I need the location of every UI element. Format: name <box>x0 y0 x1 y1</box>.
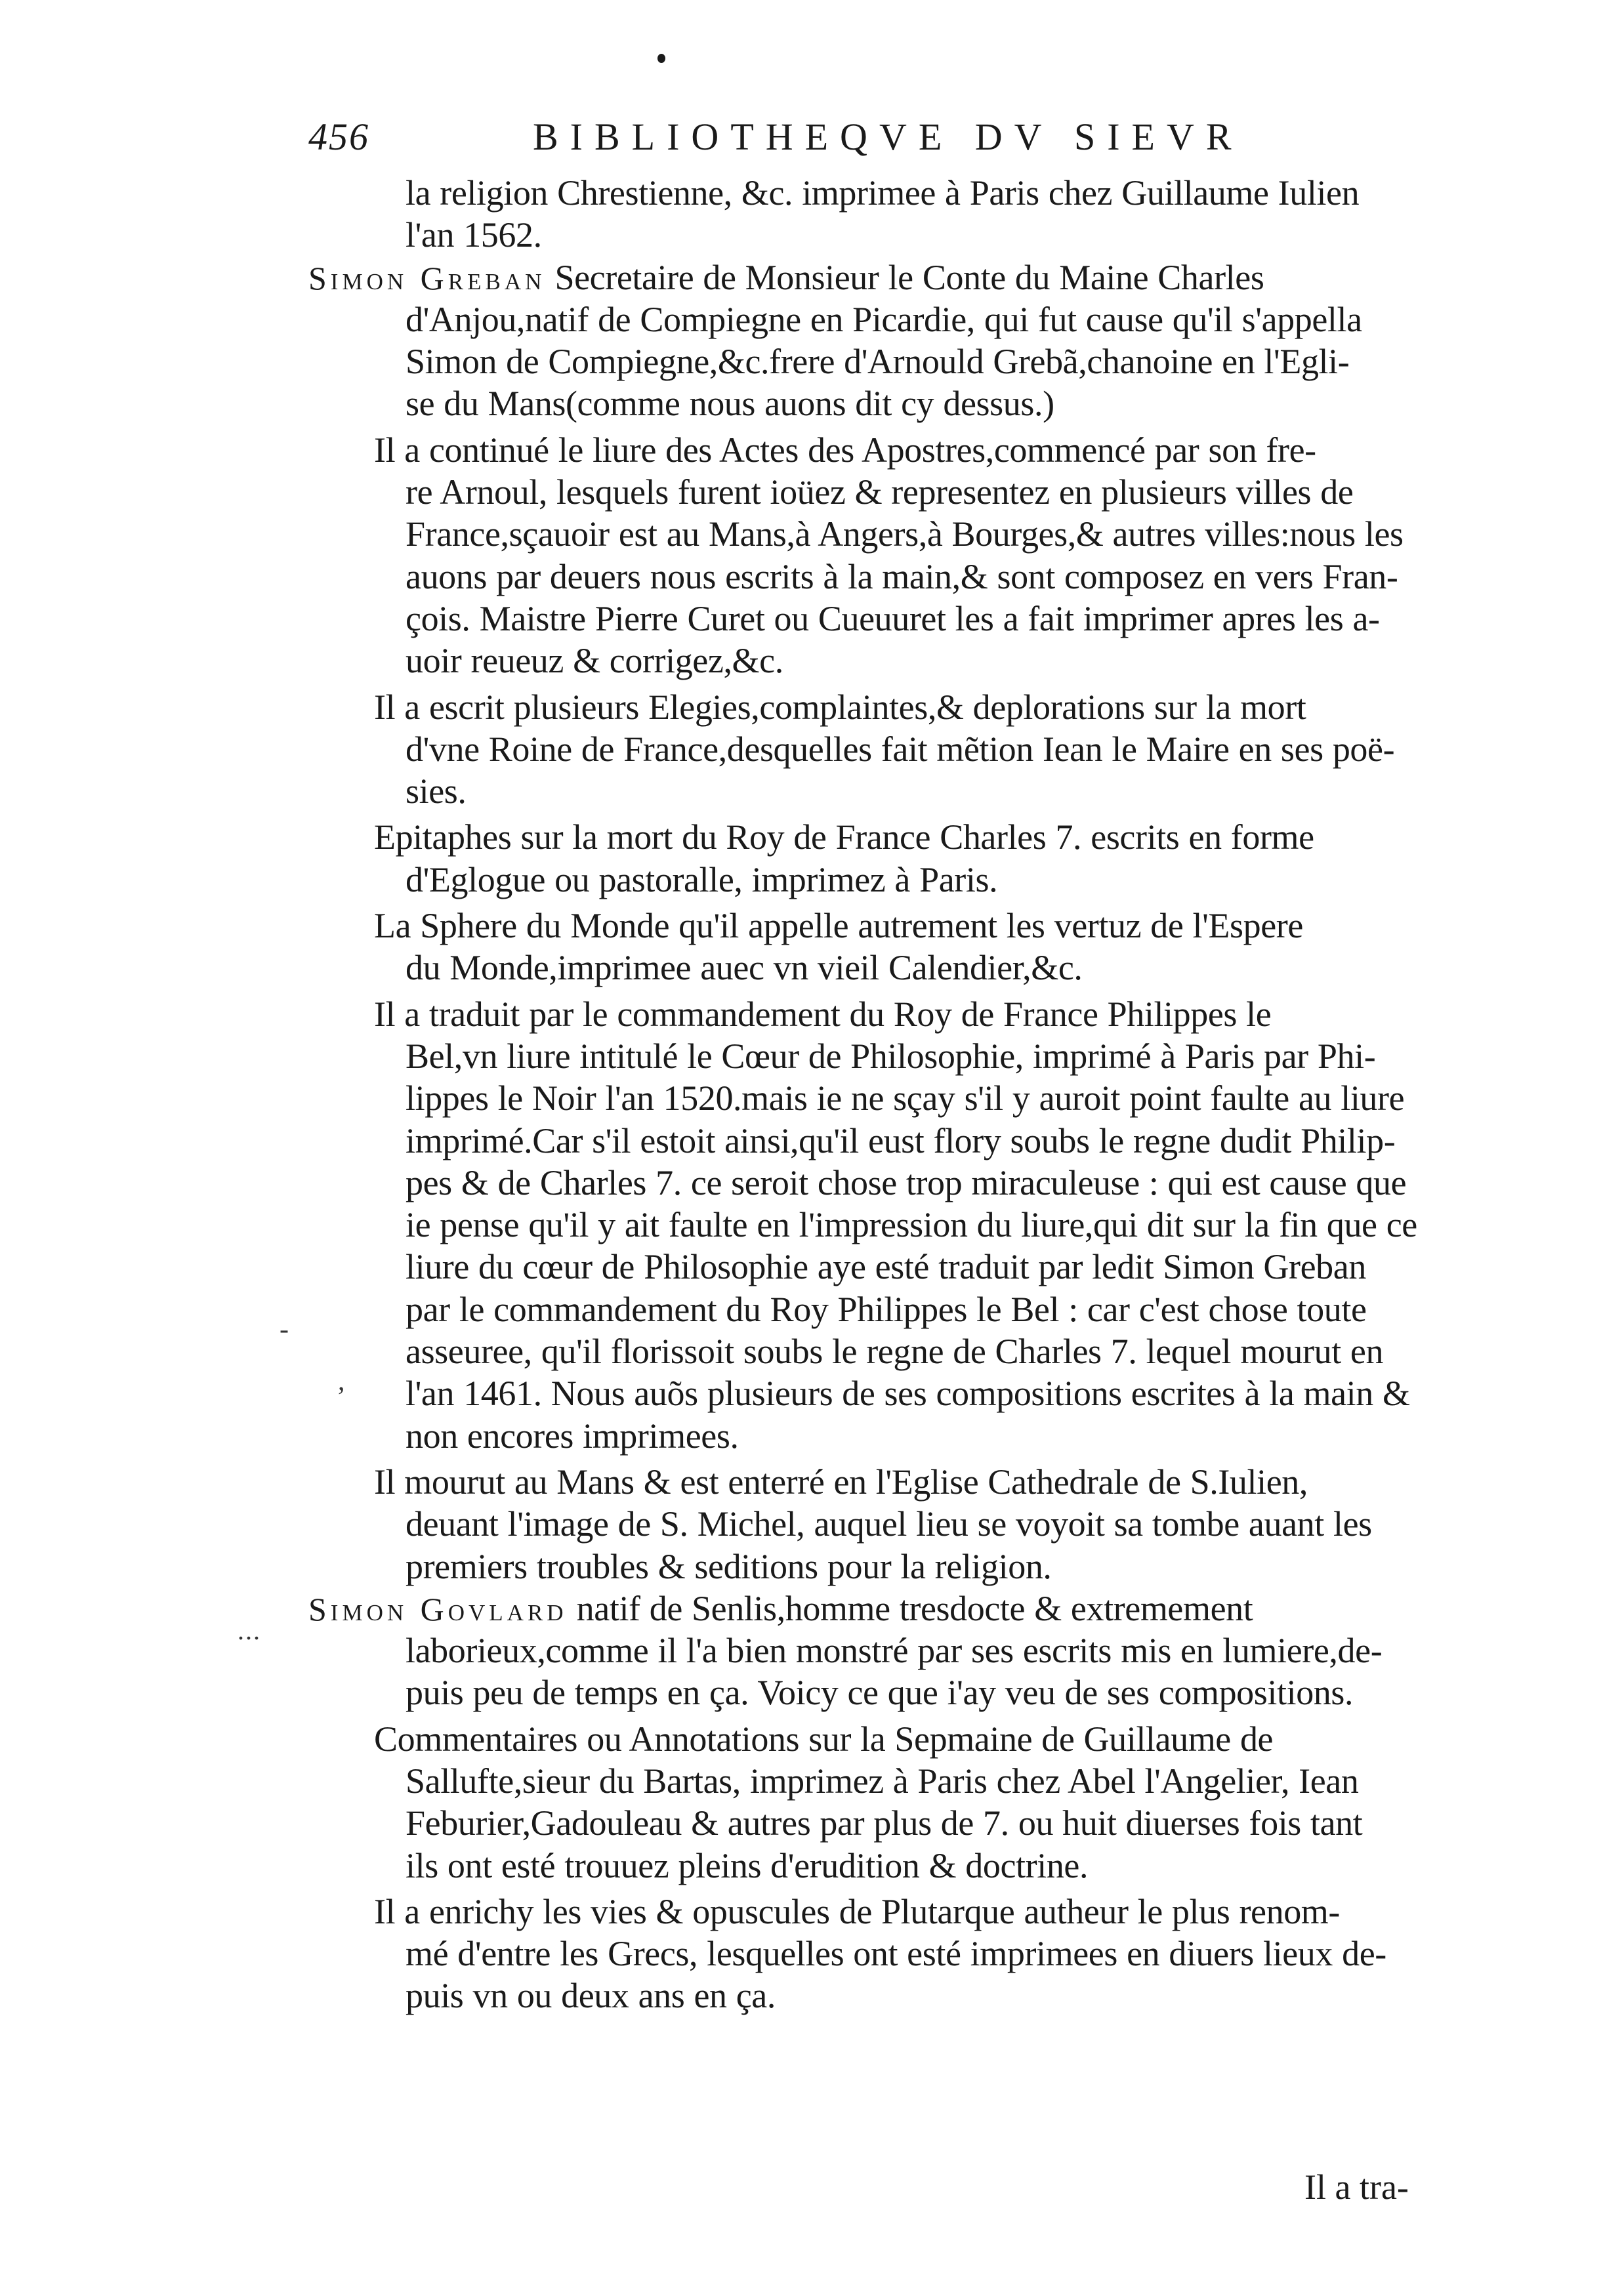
text-line: Epitaphes sur la mort du Roy de France Charles 7. escrits en forme <box>374 817 1314 857</box>
catchword: Il a tra- <box>1304 2167 1409 2207</box>
page-number: 456 <box>308 115 369 158</box>
text-line: Bel,vn liure intitulé le Cœur de Philosophie, imprimé à Paris par Phi- <box>406 1036 1376 1076</box>
text-line: par le commandement du Roy Philippes le Bel : car c'est chose toute <box>406 1289 1367 1329</box>
text-line: Il mourut au Mans & est enterré en l'Eglise Cathedrale de S.Iulien, <box>374 1462 1308 1502</box>
margin-mark: , <box>338 1366 345 1397</box>
author-name-goulard: Simon Govlard <box>308 1590 568 1628</box>
ink-dot <box>657 54 665 63</box>
text-line: pes & de Charles 7. ce seroit chose trop miraculeuse : qui est cause que <box>406 1162 1407 1202</box>
text-line: Feburier,Gadouleau & autres par plus de 7. ou huit diuerses fois tant <box>406 1803 1363 1843</box>
author-name-greban: Simon Greban <box>308 259 546 297</box>
text-line: du Monde,imprimee auec vn vieil Calendier,&c. <box>406 948 1083 988</box>
text-line: Il a escrit plusieurs Elegies,complaintes,& deplorations sur la mort <box>374 687 1306 727</box>
text-line: mé d'entre les Grecs, lesquelles ont esté imprimees en diuers lieux de- <box>406 1934 1386 1974</box>
entry-heading-goulard <box>308 1588 1411 1630</box>
text-line: çois. Maistre Pierre Curet ou Cueuuret les a fait imprimer apres les a- <box>406 598 1380 638</box>
text-line: ie pense qu'il y ait faulte en l'impression du liure,qui dit sur la fin que ce <box>406 1205 1417 1245</box>
margin-mark: - <box>280 1315 289 1345</box>
text-line: l'an 1461. Nous auõs plusieurs de ses compositions escrites à la main & <box>406 1374 1410 1414</box>
text-line: d'Anjou,natif de Compiegne en Picardie, qui fut cause qu'il s'appella <box>406 299 1362 339</box>
text-line: puis peu de temps en ça. Voicy ce que i'ay veu de ses compositions. <box>406 1673 1354 1713</box>
margin-mark: ... <box>238 1616 261 1645</box>
text-line: deuant l'image de S. Michel, auquel lieu se voyoit sa tombe auant les <box>406 1504 1372 1544</box>
text-line: France,sçauoir est au Mans,à Angers,à Bourges,& autres villes:nous les <box>406 514 1404 554</box>
text-line: d'Eglogue ou pastoralle, imprimez à Paris. <box>406 859 998 899</box>
text-line: premiers troubles & seditions pour la religion. <box>406 1546 1052 1586</box>
running-title: BIBLIOTHEQVE DV SIEVR <box>533 115 1243 158</box>
entry-goulard-rest: natif de Senlis,homme tresdocte & extremement <box>567 1588 1253 1628</box>
text-line: d'vne Roine de France,desquelles fait mẽtion Iean le Maire en ses poë- <box>406 729 1395 769</box>
text-line: auons par deuers nous escrits à la main,& sont composez en vers Fran- <box>406 556 1398 596</box>
text-line: Simon de Compiegne,&c.frere d'Arnould Grebã,chanoine en l'Egli- <box>406 342 1350 382</box>
entry-heading-greban <box>308 256 1411 298</box>
text-line: La Sphere du Monde qu'il appelle autrement les vertuz de l'Espere <box>374 906 1303 946</box>
text-line: Il a enrichy les vies & opuscules de Plutarque autheur le plus renom- <box>374 1891 1340 1931</box>
text-line: Commentaires ou Annotations sur la Sepmaine de Guillaume de <box>374 1719 1274 1759</box>
text-line: sies. <box>406 771 467 811</box>
text-line: ils ont esté trouuez pleins d'erudition & doctrine. <box>406 1845 1089 1885</box>
entry-greban-rest: Secretaire de Monsieur le Conte du Maine Charles <box>545 257 1264 297</box>
text-line: Il a traduit par le commandement du Roy de France Philippes le <box>374 994 1272 1034</box>
text-line: laborieux,comme il l'a bien monstré par ses escrits mis en lumiere,de- <box>406 1631 1383 1671</box>
text-line: imprimé.Car s'il estoit ainsi,qu'il eust flory soubs le regne dudit Philip- <box>406 1120 1396 1160</box>
text-line: se du Mans(comme nous auons dit cy dessus.) <box>406 384 1054 424</box>
text-line: non encores imprimees. <box>406 1416 739 1456</box>
text-line: liure du cœur de Philosophie aye esté traduit par ledit Simon Greban <box>406 1247 1366 1287</box>
text-line: l'an 1562. <box>406 215 542 255</box>
body-text <box>308 172 1417 2017</box>
text-line: Il a continué le liure des Actes des Apostres,commencé par son fre- <box>374 430 1316 470</box>
text-line: puis vn ou deux ans en ça. <box>406 1976 776 2016</box>
text-line: uoir reueuz & corrigez,&c. <box>406 641 783 681</box>
text-line: asseuree, qu'il florissoit soubs le regne de Charles 7. lequel mourut en <box>406 1332 1384 1372</box>
text-line: lippes le Noir l'an 1520.mais ie ne sçay s'il y auroit point faulte au liure <box>406 1078 1405 1118</box>
text-line: la religion Chrestienne, &c. imprimee à Paris chez Guillaume Iulien <box>406 173 1360 213</box>
page-header <box>308 110 1293 169</box>
text-line: Sallufte,sieur du Bartas, imprimez à Paris chez Abel l'Angelier, Iean <box>406 1761 1359 1801</box>
text-line: re Arnoul, lesquels furent ioüez & representez en plusieurs villes de <box>406 472 1354 512</box>
